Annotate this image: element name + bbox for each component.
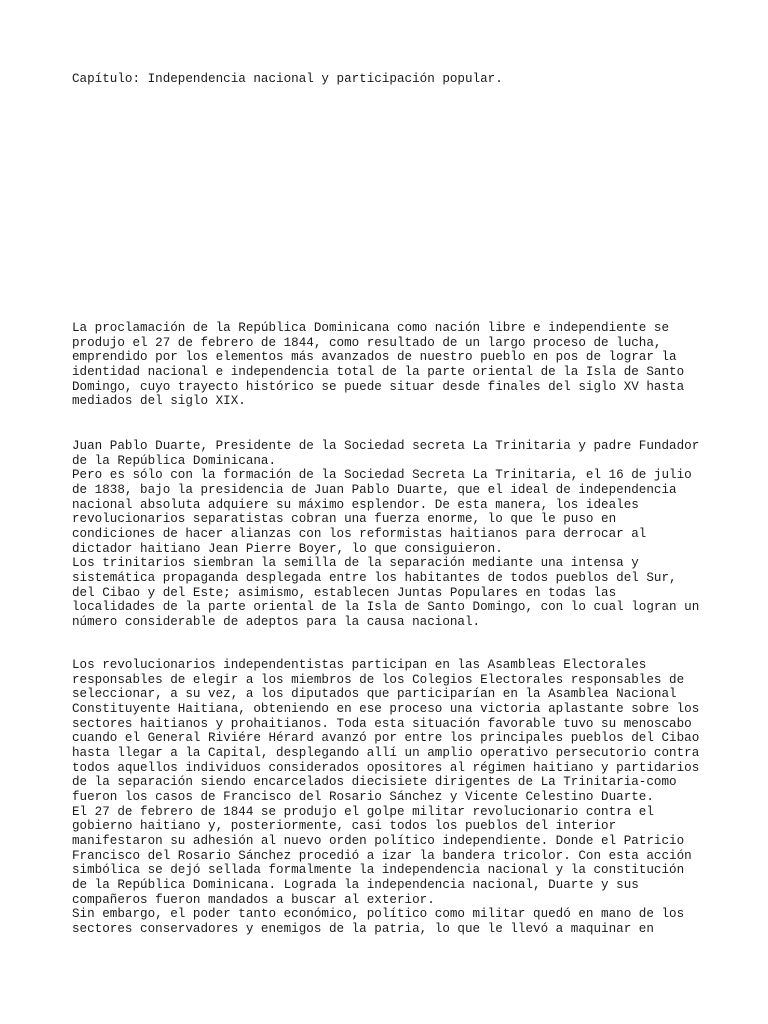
paragraph-revolucionarios: Los revolucionarios independentistas participan en las Asambleas Electorales responsables de elegir a los miembros de los Colegios Electorales responsables de seleccionar, a su vez, a los diputados que participarían en la Asamblea Nacional Constituyente Haitiana, obteniendo en ese proceso una victoria aplastante sobre los sectores haitianos y prohaitianos. Toda esta situación favorable tuvo su menoscabo cuando el General Riviére Hérard avanzó por entre los principales pueblos del Cibao hasta llegar a la Capital, desplegando allí un amplio operativo persecutorio contra todos aquellos individuos considerados opositores al régimen haitiano y partidarios de la separación siendo encarcelados diecisiete dirigentes de La Trinitaria-como fueron los casos de Francisco del Rosario Sánchez y Vicente Celestino Duarte. El 27 de febrero de 1844 se produjo el golpe militar revolucionario contra el gobierno haitiano y, posteriormente, casi todos los pueblos del interior manifestaron su adhesión al nuevo orden político independiente. Donde el Patricio Francisco del Rosario Sánchez procedió a izar la bandera tricolor. Con esta acción simbólica se dejó sellada formalmente la independencia nacional y la constitución de la República Dominicana. Lograda la independencia nacional, Duarte y sus compañeros fueron mandados a buscar al exterior. Sin embargo, el poder tanto económico, político como militar quedó en mano de los sectores conservadores y enemigos de la patria, lo que le llevó a maquinar en: [72, 658, 700, 936]
paragraph-trinitaria: Juan Pablo Duarte, Presidente de la Sociedad secreta La Trinitaria y padre Fundador de la República Dominicana. Pero es sólo con la formación de la Sociedad Secreta La Trinitaria, el 16 de julio de 1838, bajo la presidencia de Juan Pablo Duarte, que el ideal de independencia nacional absoluta adquiere su máximo esplendor. De esta manera, los ideales revolucionarios separatistas cobran una fuerza enorme, lo que le puso en condiciones de hacer alianzas con los reformistas haitianos para derrocar al dictador haitiano Jean Pierre Boyer, lo que consiguieron. Los trinitarios siembran la semilla de la separación mediante una intensa y sistemática propaganda desplegada entre los habitantes de todos pueblos del Sur, del Cibao y del Este; asimismo, establecen Juntas Populares en todas las localidades de la parte oriental de la Isla de Santo Domingo, con lo cual logran un número considerable de adeptos para la causa nacional.: [72, 439, 700, 629]
paragraph-proclamation: La proclamación de la República Dominicana como nación libre e independiente se produjo el 27 de febrero de 1844, como resultado de un largo proceso de lucha, emprendido por los elementos más avanzados de nuestro pueblo en pos de lograr la identidad nacional e independencia total de la parte oriental de la Isla de Santo Domingo, cuyo trayecto histórico se puede situar desde finales del siglo XV hasta mediados del siglo XIX.: [72, 321, 685, 409]
chapter-title: Capítulo: Independencia nacional y participación popular.: [72, 72, 503, 86]
